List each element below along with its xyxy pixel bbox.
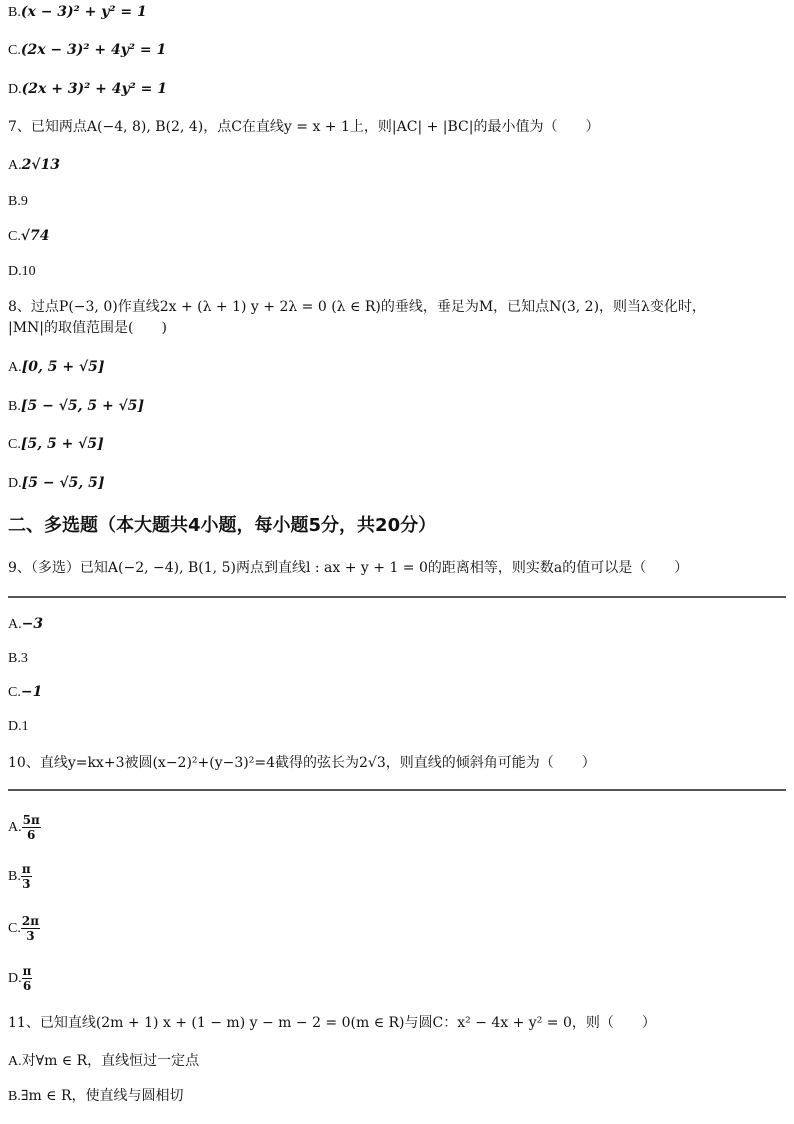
q9-option-a: A.−3 (8, 616, 44, 632)
q10-option-c: C. $\frac{2\pi}{3}$ (8, 913, 39, 943)
q7-option-a: A.2√13 (8, 157, 61, 173)
q8-stem-line-2: |MN|的取值范围是( ) (8, 320, 167, 336)
q10-option-b-fraction: $\frac{\pi}{3}$ (21, 861, 31, 891)
q10-stem: 10、直线y=kx+3被圆(x−2)²+(y−3)²=4截得的弦长为2√3，则直线的倾斜角可能为（ ） (8, 755, 596, 771)
q6-option-c: C.(2x − 3)² + 4y² = 1 (8, 42, 167, 58)
q9-stem: 9、（多选）已知A(−2, −4), B(1, 5)两点到直线l : ax + y + 1 = 0的距离相等，则实数a的值可以是（ ） (8, 560, 689, 576)
section-heading: 二、多选题（本大题共4小题，每小题5分，共20分） (8, 515, 437, 536)
q9-option-c: C.−1 (8, 684, 43, 700)
q10-option-d: D. $\frac{\pi}{6}$ (8, 963, 32, 993)
q10-option-a-fraction: $\frac{5\pi}{6}$ (22, 812, 40, 842)
q11-option-b: B.∃m ∈ R，使直线与圆相切 (8, 1088, 184, 1104)
divider-rule-q9 (8, 596, 786, 598)
q8-option-d: D.[5 − √5, 5] (8, 475, 105, 491)
q8-option-a: A.[0, 5 + √5] (8, 359, 105, 375)
q9-option-b: B.3 (8, 651, 28, 666)
q11-stem: 11、已知直线(2m + 1) x + (1 − m) y − m − 2 = 0(m ∈ R)与圆C：x² − 4x + y² = 0，则（ ） (8, 1015, 656, 1031)
q6-option-d: D.(2x + 3)² + 4y² = 1 (8, 81, 168, 97)
q11-option-a: A.对∀m ∈ R，直线恒过一定点 (8, 1053, 200, 1069)
divider-rule-q10 (8, 789, 786, 791)
q8-stem-line-1: 8、过点P(−3, 0)作直线2x + (λ + 1) y + 2λ = 0 (λ ∈ R)的垂线，垂足为M，已知点N(3, 2)，则当λ变化时， (8, 299, 706, 315)
q7-stem: 7、已知两点A(−4, 8), B(2, 4)，点C在直线y = x + 1上，则|AC| + |BC|的最小值为（ ） (8, 119, 600, 135)
q10-option-d-fraction: $\frac{\pi}{6}$ (22, 963, 32, 993)
q7-option-d: D.10 (8, 264, 36, 279)
q7-option-c: C.√74 (8, 228, 50, 244)
q8-option-b: B.[5 − √5, 5 + √5] (8, 398, 145, 414)
q10-option-c-fraction: $\frac{2\pi}{3}$ (21, 913, 39, 943)
q7-option-b: B.9 (8, 194, 28, 209)
q10-option-a: A. $\frac{5\pi}{6}$ (8, 812, 40, 842)
q6-option-b: B.(x − 3)² + y² = 1 (8, 4, 147, 20)
q8-option-c: C.[5, 5 + √5] (8, 436, 104, 452)
q10-option-b: B. $\frac{\pi}{3}$ (8, 861, 31, 891)
q9-option-d: D.1 (8, 719, 29, 734)
